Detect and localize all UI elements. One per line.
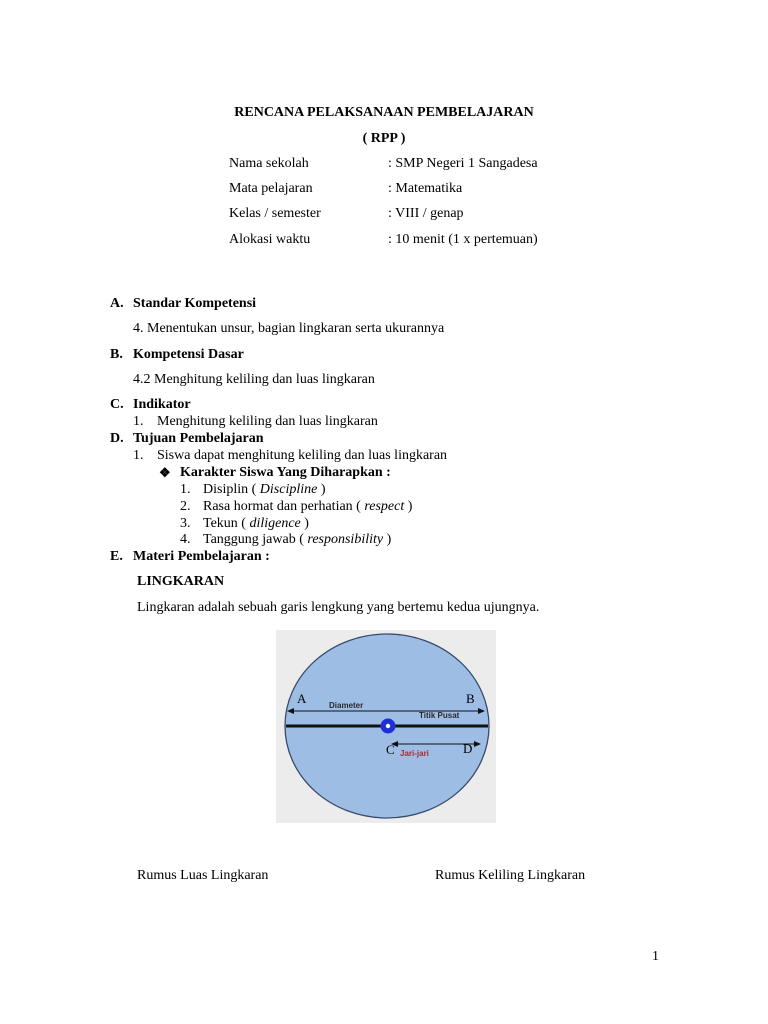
list-number: 2. xyxy=(180,499,191,514)
section-heading-indikator: Indikator xyxy=(133,397,191,412)
topic-heading: LINGKARAN xyxy=(137,574,225,589)
karakter-item: Tanggung jawab ( responsibility ) xyxy=(203,532,392,547)
identity-value: : SMP Negeri 1 Sangadesa xyxy=(388,156,538,171)
section-letter: A. xyxy=(110,296,124,311)
section-letter: D. xyxy=(110,431,124,446)
point-d-label: D xyxy=(463,741,473,756)
radius-label: Jari-jari xyxy=(400,749,429,758)
karakter-heading: Karakter Siswa Yang Diharapkan : xyxy=(180,465,391,480)
list-item: Siswa dapat menghitung keliling dan luas lingkaran xyxy=(157,448,448,463)
identity-label: Alokasi waktu xyxy=(229,232,311,247)
document-title: RENCANA PELAKSANAAN PEMBELAJARAN xyxy=(234,105,534,120)
section-heading-standar-kompetensi: Standar Kompetensi xyxy=(133,296,257,311)
diamond-bullet-icon: ❖ xyxy=(159,465,171,480)
section-letter: B. xyxy=(110,347,123,362)
identity-label: Mata pelajaran xyxy=(229,181,313,196)
karakter-item: Rasa hormat dan perhatian ( respect ) xyxy=(203,499,413,514)
list-number: 1. xyxy=(180,482,191,497)
section-heading-kompetensi-dasar: Kompetensi Dasar xyxy=(133,347,244,362)
karakter-item: Tekun ( diligence ) xyxy=(203,516,309,531)
list-number: 3. xyxy=(180,516,191,531)
identity-label: Kelas / semester xyxy=(229,206,321,221)
list-item: Menghitung keliling dan luas lingkaran xyxy=(157,414,378,429)
center-label: Titik Pusat xyxy=(419,711,460,720)
definition-text: Lingkaran adalah sebuah garis lengkung yang bertemu kedua ujungnya. xyxy=(137,600,540,615)
identity-value: : Matematika xyxy=(388,181,463,196)
list-number: 1. xyxy=(133,414,144,429)
karakter-item: Disiplin ( Discipline ) xyxy=(203,482,326,497)
point-c-label: C xyxy=(386,742,395,757)
list-number: 1. xyxy=(133,448,144,463)
section-text: 4. Menentukan unsur, bagian lingkaran serta ukurannya xyxy=(133,321,445,336)
section-text: 4.2 Menghitung keliling dan luas lingkaran xyxy=(133,372,375,387)
circle-diagram xyxy=(276,630,496,823)
document-subtitle: ( RPP ) xyxy=(362,131,406,146)
formula-luas-label: Rumus Luas Lingkaran xyxy=(137,868,269,883)
circle-diagram-svg xyxy=(276,630,496,823)
identity-value: : VIII / genap xyxy=(388,206,464,221)
list-number: 4. xyxy=(180,532,191,547)
section-heading-tujuan-pembelajaran: Tujuan Pembelajaran xyxy=(133,431,264,446)
point-a-label: A xyxy=(297,691,307,706)
section-letter: E. xyxy=(110,549,123,564)
formula-keliling-label: Rumus Keliling Lingkaran xyxy=(435,868,586,883)
section-heading-materi-pembelajaran: Materi Pembelajaran : xyxy=(133,549,270,564)
diameter-label: Diameter xyxy=(329,701,364,710)
identity-value: : 10 menit (1 x pertemuan) xyxy=(388,232,538,247)
point-b-label: B xyxy=(466,691,475,706)
section-letter: C. xyxy=(110,397,124,412)
page-number: 1 xyxy=(652,949,659,964)
center-point-dot xyxy=(386,724,390,728)
identity-label: Nama sekolah xyxy=(229,156,309,171)
